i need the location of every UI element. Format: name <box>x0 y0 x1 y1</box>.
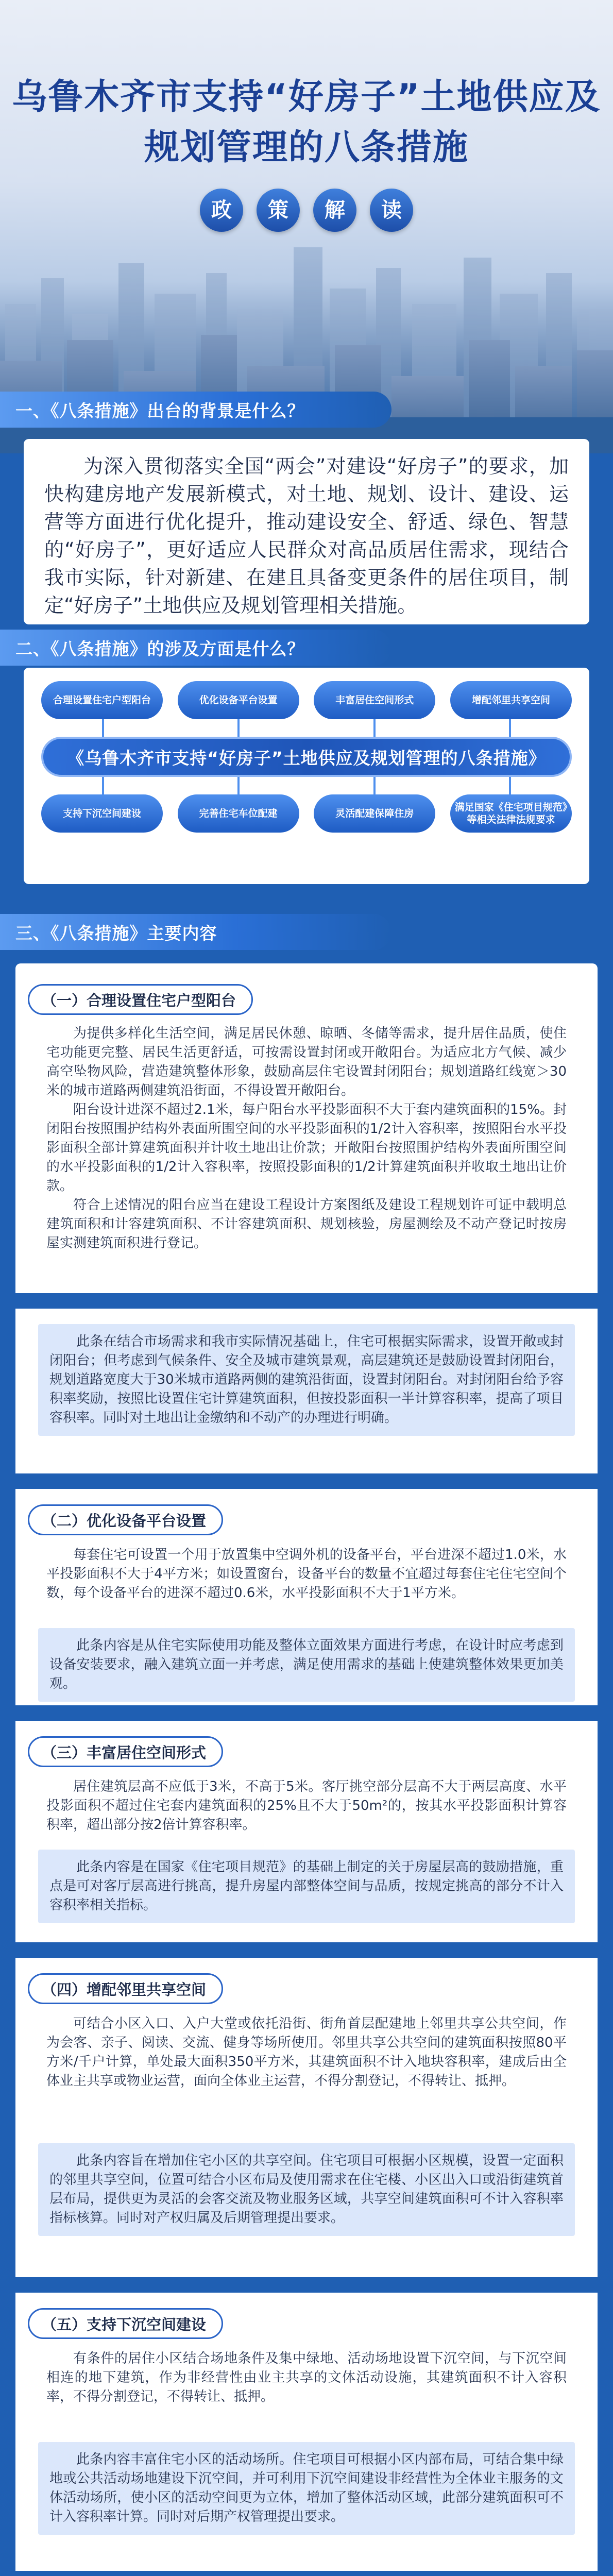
section-3-heading-bar <box>0 914 391 950</box>
item-title: （四）增配邻里共享空间 <box>28 1973 223 2004</box>
section-2-heading: 二、《八条措施》的涉及方面是什么？ <box>15 638 305 659</box>
header-banner <box>0 0 613 453</box>
diagram-top-row <box>41 681 572 719</box>
item-body <box>46 1024 567 1253</box>
item-paragraph: 有条件的居住小区结合场地条件及集中绿地、活动场地设置下沉空间，与下沉空间相连的地下建筑，作为非经营性由业主共享的文体活动设施，其建筑面积不计入容积率，不得分割登记，不得转让、抵押。 <box>46 2351 567 2404</box>
separator <box>15 1293 598 1309</box>
item-note-text: 此条内容丰富住宅小区的活动场所。住宅项目可根据小区内部布局，可结合集中绿地或公共活动场地建设下沉空间，并可利用下沉空间建设非经营性为全体业主服务的文体活动场所，使小区的活动空间更为立体，增加了整体活动区域，此部分建筑面积可不计入容积率计算。同时对后期产权管理提出要求。 <box>49 2452 564 2524</box>
measure-pill: 支持下沉空间建设 <box>41 794 163 833</box>
item-note <box>38 2442 575 2535</box>
subtitle-badges <box>0 189 613 232</box>
item-note-text: 此条内容是在国家《住宅项目规范》的基础上制定的关于房屋层高的鼓励措施，重点是可对客厅层高进行挑高，提升房屋内部整体空间与品质，按规定挑高的部分不计入容积率相关指标。 <box>49 1859 564 1913</box>
item-note <box>38 1324 575 1436</box>
separator <box>15 1473 598 1489</box>
item-body <box>46 1777 567 1835</box>
section-3-heading: 三、《八条措施》主要内容 <box>15 923 217 943</box>
page-title <box>0 72 613 173</box>
section-1-body: 为深入贯彻落实全国“两会”对建设“好房子”的要求，加快构建房地产发展新模式，对土地、规划、设计、建设、运营等方面进行优化提升，推动建设安全、舒适、绿色、智慧的“好房子”，更好适应人民群众对高品质居住需求，现结合我市实际，针对新建、在建且具备变更条件的居住项目，制定“好房子”土地供应及规划管理相关措施。 <box>44 455 569 617</box>
item-title: （五）支持下沉空间建设 <box>28 2308 223 2339</box>
title-line-2: 规划管理的八条措施 <box>144 127 469 168</box>
item-paragraph: 可结合小区入口、入户大堂或依托沿街、街角首层配建地上邻里共享公共空间，作为会客、亲子、阅读、交流、健身等场所使用。邻里共享公共空间的建筑面积按照80平方米/千户计算，单处最大面积350平方米，其建筑面积不计入地块容积率，建成后由全体业主共享或物业运营，面向全体业主运营，不得分割登记，不得转让、抵押。 <box>46 2016 567 2089</box>
measure-pill: 丰富居住空间形式 <box>314 681 435 719</box>
title-line-1: 乌鲁木齐市支持“好房子”土地供应及 <box>12 77 601 117</box>
subtitle-char: 解 <box>313 189 356 232</box>
item-title: （一）合理设置住宅户型阳台 <box>28 984 253 1015</box>
item-paragraph: 为提供多样化生活空间，满足居民休憩、晾晒、冬储等需求，提升居住品质，使住宅功能更完整、居民生活更舒适，可按需设置封闭或开敞阳台。为适应北方气候、减少高空坠物风险，营造建筑整体形象，鼓励高层住宅设置封闭阳台；规划道路红线宽＞30米的城市道路两侧建筑沿街面，不得设置开敞阳台。 <box>46 1026 567 1098</box>
item-body <box>46 2349 567 2406</box>
separator <box>15 2571 598 2576</box>
item-title: （三）丰富居住空间形式 <box>28 1736 223 1767</box>
section-1-card <box>24 439 589 624</box>
item-note <box>38 2143 575 2236</box>
separator <box>15 1705 598 1721</box>
diagram-connectors <box>41 777 572 794</box>
item-note-text: 此条内容是从住宅实际使用功能及整体立面效果方面进行考虑，在设计时应考虑到设备安装要求，融入建筑立面一并考虑，满足使用需求的基础上使建筑整体效果更加美观。 <box>49 1638 564 1691</box>
measure-pill: 优化设备平台设置 <box>178 681 299 719</box>
item-note-text: 此条在结合市场需求和我市实际情况基础上，住宅可根据实际需求，设置开敞或封闭阳台；但考虑到气候条件、安全及城市建筑景观，高层建筑还是鼓励设置封闭阳台，规划道路宽度大于30米城市道路两侧的建筑沿街面，设置封闭阳台。对封闭阳台给予容积率奖励，按照比设置住宅计算建筑面积，但按投影面积一半计算容积率，提高了项目容积率。同时对土地出让金缴纳和不动产的办理进行明确。 <box>49 1334 564 1426</box>
measures-title-band: 《乌鲁木齐市支持“好房子”土地供应及规划管理的八条措施》 <box>41 737 572 777</box>
item-title: （二）优化设备平台设置 <box>28 1504 223 1535</box>
measure-pill: 灵活配建保障住房 <box>314 794 435 833</box>
subtitle-char: 策 <box>257 189 300 232</box>
item-paragraph: 每套住宅可设置一个用于放置集中空调外机的设备平台，平台进深不超过1.0米，水平投影面积不大于4平方米；如设置窗台，设备平台的数量不宜超过每套住宅住宅空间个数，每个设备平台的进深不超过0.6米，水平投影面积不大于1平方米。 <box>46 1547 567 1601</box>
item-paragraph: 阳台设计进深不超过2.1米，每户阳台水平投影面积不大于套内建筑面积的15%。封闭阳台按照围护结构外表面所围空间的水平投影面积的1/2计入容积率，按照阳台水平投影面积全部计算建筑面积并计收土地出让价款；开敞阳台按照围护结构外表面所围空间的水平投影面积的1/2计入容积率，按照投影面积的1/2计算建筑面积并收取土地出让价款。 <box>46 1102 567 1194</box>
diagram-connectors <box>41 719 572 737</box>
separator <box>15 1942 598 1958</box>
section-2-heading-bar <box>0 630 391 666</box>
diagram-bottom-row <box>41 794 572 833</box>
section-3-content <box>15 963 598 2576</box>
item-note-text: 此条内容旨在增加住宅小区的共享空间。住宅项目可根据小区规模，设置一定面积的邻里共享空间，位置可结合小区布局及使用需求在住宅楼、小区出入口或沿街建筑首层布局，提供更为灵活的会客交流及物业服务区域，共享空间建筑面积可不计入容积率指标核算。同时对产权归属及后期管理提出要求。 <box>49 2153 564 2226</box>
subtitle-char: 政 <box>200 189 243 232</box>
section-1-heading-bar <box>0 392 391 428</box>
separator <box>15 2277 598 2293</box>
measure-pill: 完善住宅车位配建 <box>178 794 299 833</box>
subtitle-char: 读 <box>370 189 413 232</box>
section-2-diagram <box>24 668 589 884</box>
item-note <box>38 1850 575 1923</box>
section-1-heading: 一、《八条措施》出台的背景是什么？ <box>15 400 305 421</box>
item-paragraph: 符合上述情况的阳台应当在建设工程设计方案图纸及建设工程规划许可证中载明总建筑面积和计容建筑面积、不计容建筑面积、规划核验，房屋测绘及不动产登记时按房屋实测建筑面积进行登记。 <box>46 1197 567 1251</box>
item-paragraph: 居住建筑层高不应低于3米，不高于5米。客厅挑空部分层高不大于两层高度、水平投影面积不超过住宅套内建筑面积的25%且不大于50m²的，按其水平投影面积计算容积率，超出部分按2倍计算容积率。 <box>46 1779 567 1833</box>
item-body <box>46 2014 567 2091</box>
measure-pill: 满足国家《住宅项目规范》等相关法律法规要求 <box>450 794 572 833</box>
item-body <box>46 1546 567 1603</box>
measure-pill: 增配邻里共享空间 <box>450 681 572 719</box>
measure-pill: 合理设置住宅户型阳台 <box>41 681 163 719</box>
item-note <box>38 1628 575 1702</box>
